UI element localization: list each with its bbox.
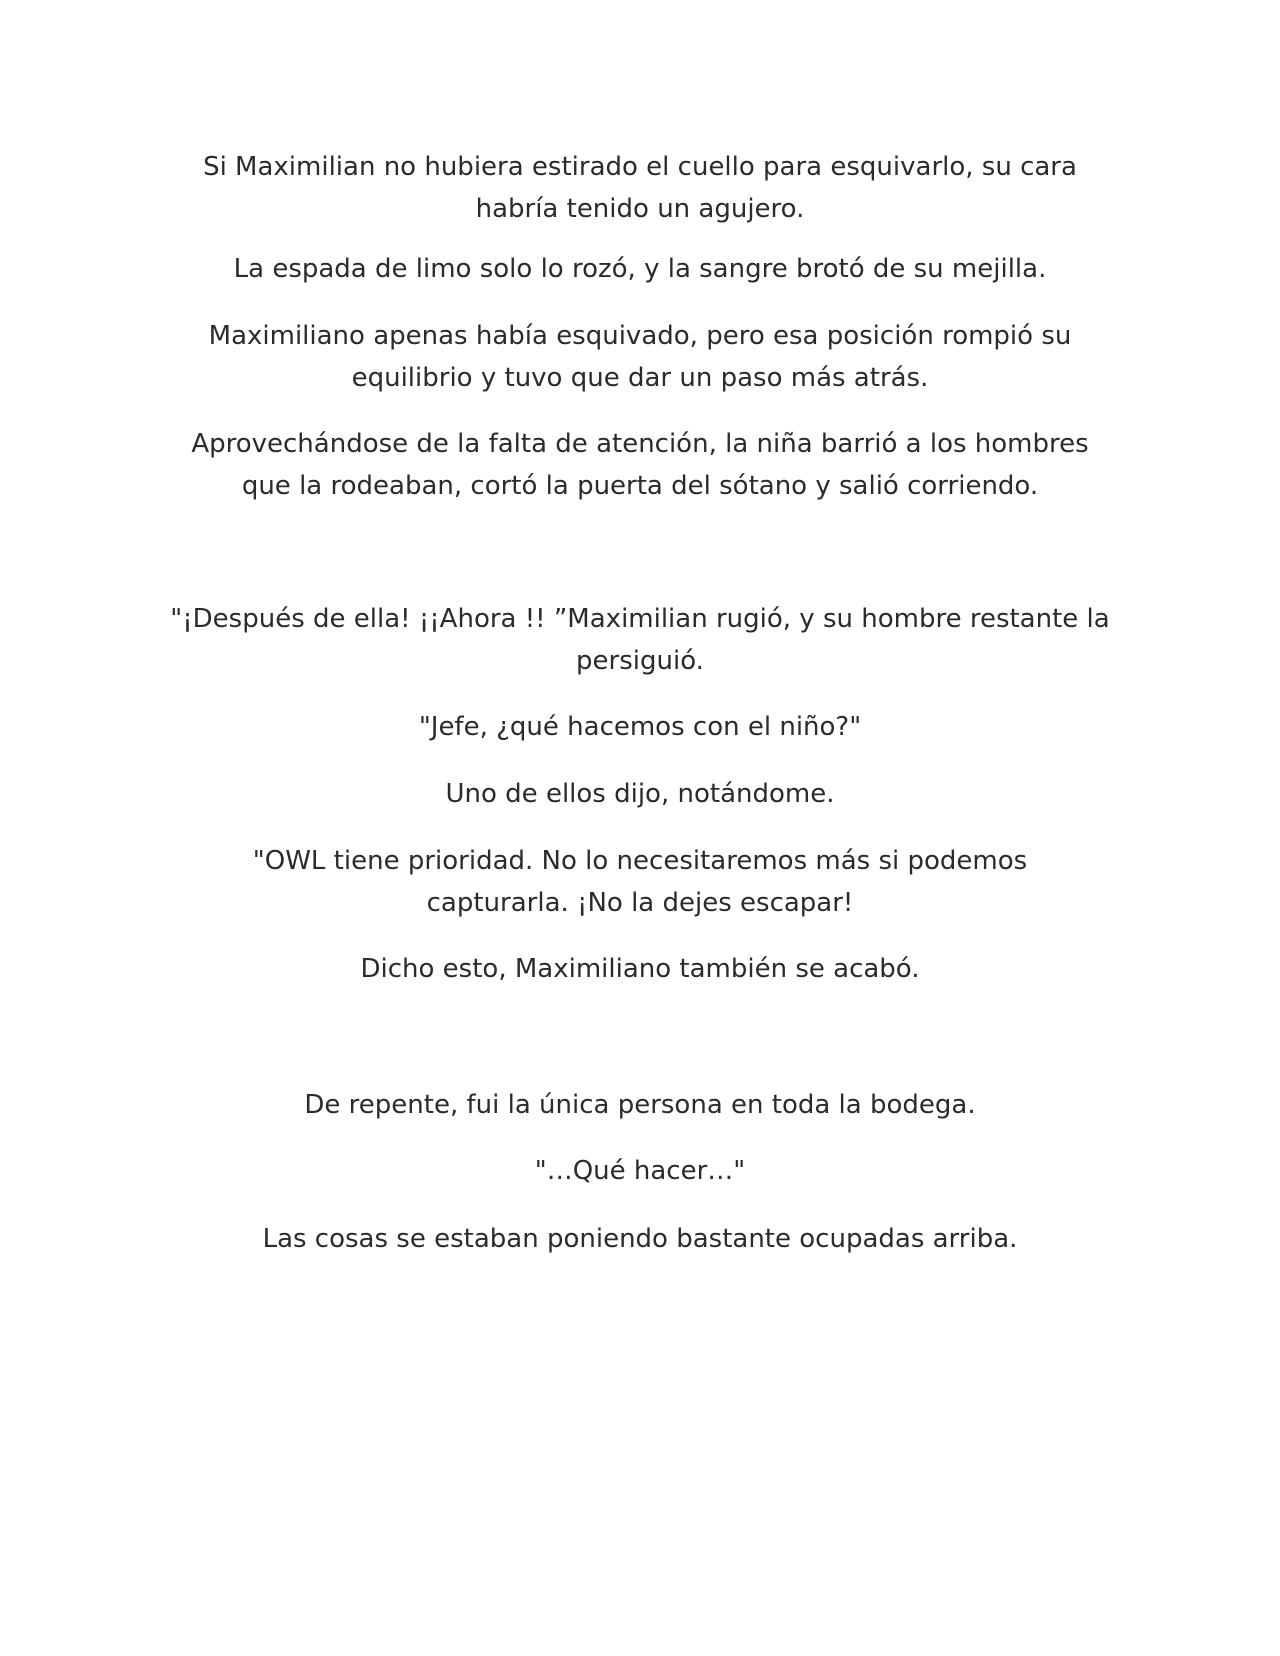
text-line: "¡Después de ella! ¡¡Ahora !! ”Maximilian rugió, y su hombre restante la xyxy=(170,604,1110,634)
text-line: Maximiliano apenas había esquivado, pero esa posición rompió su xyxy=(208,321,1072,351)
paragraph-noticing xyxy=(160,773,1120,815)
text-line: "…Qué hacer…" xyxy=(534,1156,746,1186)
text-line: "OWL tiene prioridad. No lo necesitaremos más si podemos xyxy=(252,846,1028,876)
text-line: La espada de limo solo lo rozó, y la sangre brotó de su mejilla. xyxy=(233,254,1047,284)
text-line: De repente, fui la única persona en toda la bodega. xyxy=(304,1090,976,1120)
paragraph-roar xyxy=(160,598,1120,682)
text-line: Dicho esto, Maximiliano también se acabó. xyxy=(360,954,920,984)
text-line: Uno de ellos dijo, notándome. xyxy=(445,779,835,809)
paragraph-balance xyxy=(160,315,1120,399)
paragraph-alone xyxy=(160,1084,1120,1126)
text-line: Aprovechándose de la falta de atención, la niña barrió a los hombres xyxy=(191,429,1089,459)
paragraph-maximiliano-left xyxy=(160,948,1120,990)
paragraph-boss-question xyxy=(160,706,1120,748)
paragraph-upstairs xyxy=(160,1218,1120,1260)
text-line: Las cosas se estaban poniendo bastante ocupadas arriba. xyxy=(262,1224,1018,1254)
paragraph-slime-sword xyxy=(160,248,1120,290)
paragraph-escape xyxy=(160,423,1120,507)
text-line: que la rodeaban, cortó la puerta del sótano y salió corriendo. xyxy=(241,471,1039,501)
text-line: Si Maximilian no hubiera estirado el cuello para esquivarlo, su cara xyxy=(203,152,1077,182)
text-line: equilibrio y tuvo que dar un paso más atrás. xyxy=(351,363,929,393)
paragraph-dodge xyxy=(160,146,1120,230)
paragraph-what-to-do xyxy=(160,1150,1120,1192)
text-line: persiguió. xyxy=(576,646,704,676)
paragraph-owl-priority xyxy=(160,840,1120,924)
text-line: "Jefe, ¿qué hacemos con el niño?" xyxy=(418,712,862,742)
text-line: capturarla. ¡No la dejes escapar! xyxy=(426,888,854,918)
text-line: habría tenido un agujero. xyxy=(475,194,805,224)
